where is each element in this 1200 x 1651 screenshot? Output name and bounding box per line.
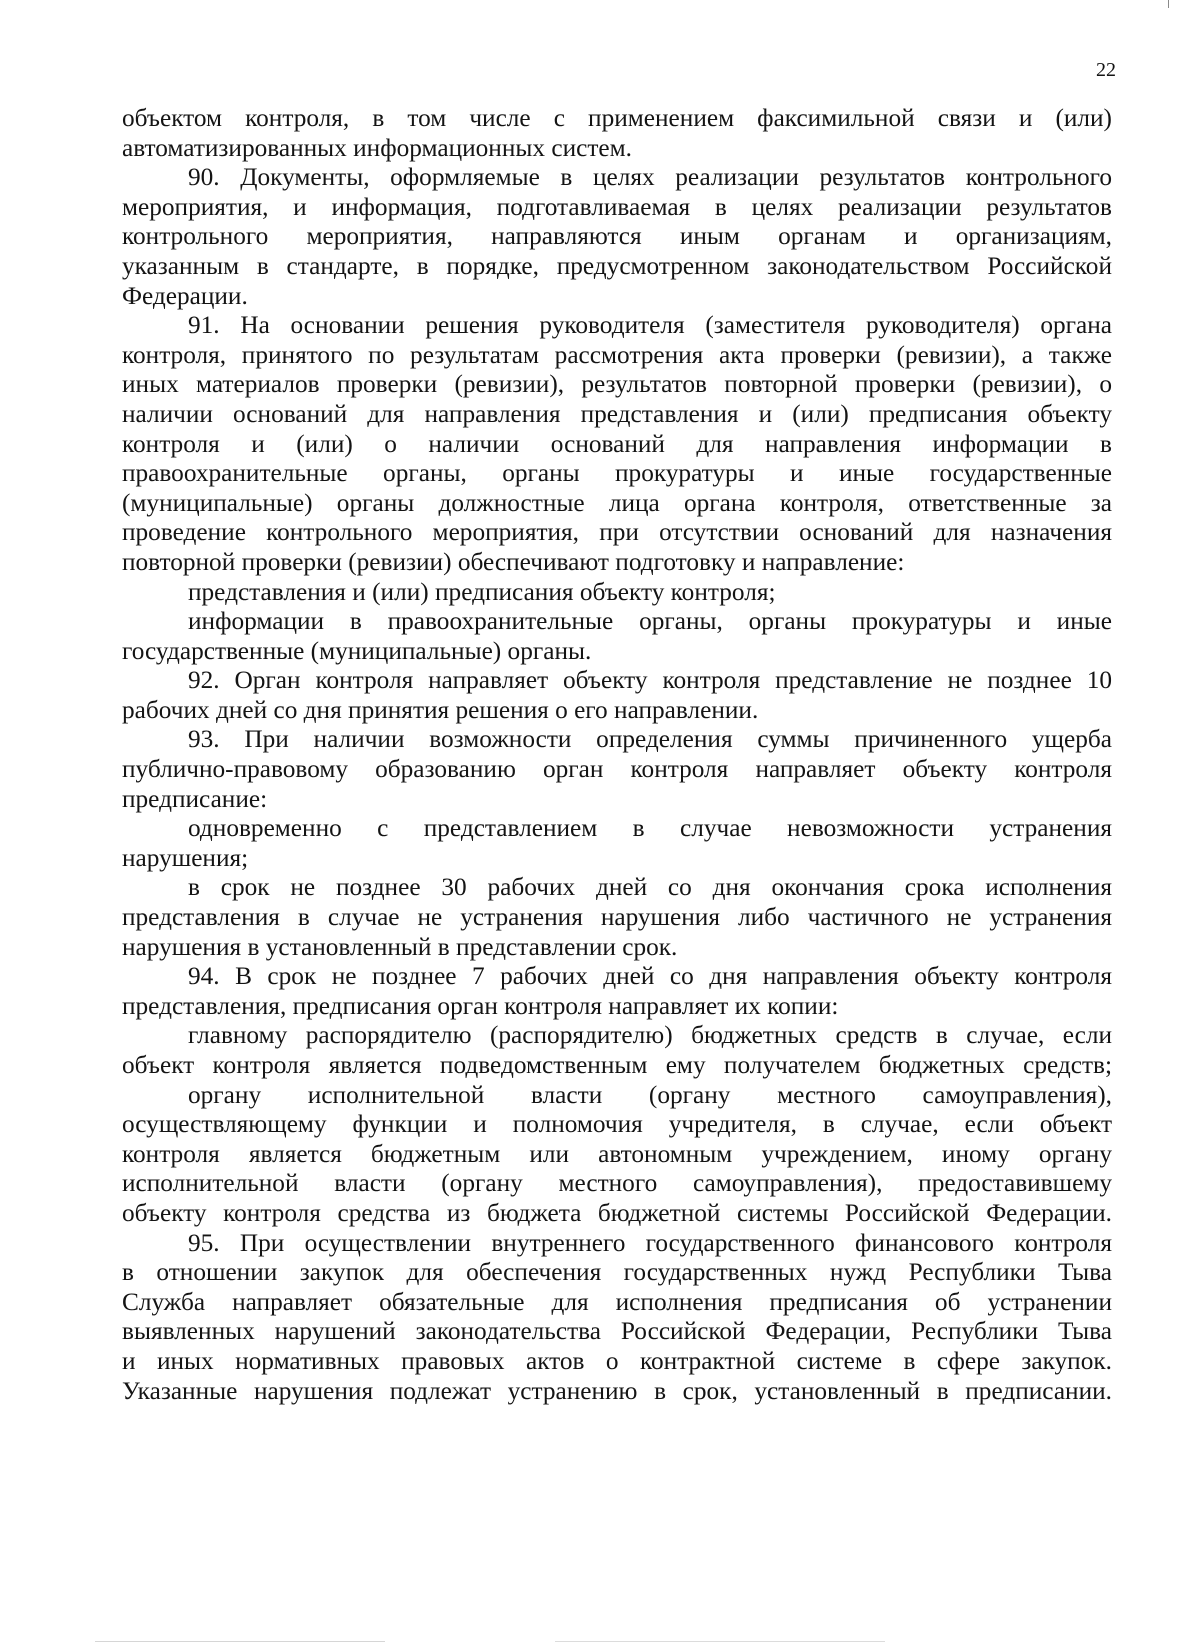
text-line: представления и (или) предписания объекту контроля; — [188, 577, 776, 606]
text-line: рабочих дней со дня принятия решения о его направлении. — [122, 695, 759, 724]
text-line: осуществляющему функции и полномочия учредителя, в случае, если объект — [122, 1110, 1112, 1139]
text-line: указанным в стандарте, в порядке, предусмотренном законодательством Российской — [122, 251, 1112, 280]
text-line: контроля и (или) о наличии оснований для направления информации в — [122, 429, 1112, 458]
text-line: Указанные нарушения подлежат устранению в срок, установленный в предписании. — [122, 1376, 1112, 1405]
text-line: объектом контроля, в том числе с применением факсимильной связи и (или) — [122, 104, 1112, 132]
text-line: публично-правовому образованию орган контроля направляет объекту контроля — [122, 755, 1112, 784]
text-line: контрольного мероприятия, направляются иным органам и организациям, — [122, 222, 1112, 251]
scan-artifact-top-right — [1168, 0, 1169, 8]
text-line: контроля является бюджетным или автономным учреждением, иному органу — [122, 1139, 1112, 1168]
text-line: 90. Документы, оформляемые в целях реализации результатов контрольного — [188, 163, 1112, 192]
text-line: наличии оснований для направления представления и (или) предписания объекту — [122, 399, 1112, 428]
text-line: иных материалов проверки (ревизии), результатов повторной проверки (ревизии), о — [122, 370, 1112, 399]
text-line: нарушения в установленный в представлении срок. — [122, 932, 678, 961]
text-line: (муниципальные) органы должностные лица органа контроля, ответственные за — [122, 488, 1112, 517]
text-line: информации в правоохранительные органы, органы прокуратуры и иные — [188, 607, 1112, 636]
text-line: представления, предписания орган контроля направляет их копии: — [122, 991, 839, 1020]
text-line: предписание: — [122, 784, 268, 813]
text-line: правоохранительные органы, органы прокуратуры и иные государственные — [122, 459, 1112, 488]
text-line: выявленных нарушений законодательства Российской Федерации, Республики Тыва — [122, 1317, 1112, 1346]
text-line: контроля, принятого по результатам рассмотрения акта проверки (ревизии), а также — [122, 340, 1112, 369]
text-line: Служба направляет обязательные для исполнения предписания об устранении — [122, 1287, 1112, 1316]
text-line: органу исполнительной власти (органу местного самоуправления), — [188, 1080, 1112, 1109]
text-line: главному распорядителю (распорядителю) бюджетных средств в случае, если — [188, 1021, 1112, 1050]
text-line: 91. На основании решения руководителя (заместителя руководителя) органа — [188, 311, 1112, 340]
text-line: мероприятия, и информация, подготавливаемая в целях реализации результатов — [122, 192, 1112, 221]
text-line: объект контроля является подведомственным ему получателем бюджетных средств; — [122, 1051, 1112, 1079]
text-line: проведение контрольного мероприятия, при отсутствии оснований для назначения — [122, 518, 1112, 547]
text-line: и иных нормативных правовых актов о контрактной системе в сфере закупок. — [122, 1346, 1112, 1375]
text-line: автоматизированных информационных систем. — [122, 133, 632, 162]
text-line: 94. В срок не позднее 7 рабочих дней со дня направления объекту контроля — [188, 962, 1112, 991]
text-line: 95. При осуществлении внутреннего государственного финансового контроля — [188, 1228, 1112, 1257]
scan-artifact-bottom-left — [95, 1641, 385, 1642]
text-line: представления в случае не устранения нарушения либо частичного не устранения — [122, 903, 1112, 932]
text-line: нарушения; — [122, 843, 249, 872]
text-line: в срок не позднее 30 рабочих дней со дня окончания срока исполнения — [188, 873, 1112, 902]
text-line: в отношении закупок для обеспечения государственных нужд Республики Тыва — [122, 1258, 1112, 1287]
text-line: 92. Орган контроля направляет объекту контроля представление не позднее 10 — [188, 666, 1112, 695]
scan-artifact-bottom-right — [555, 1641, 885, 1642]
text-line: исполнительной власти (органу местного самоуправления), предоставившему — [122, 1169, 1112, 1198]
text-line: 93. При наличии возможности определения суммы причиненного ущерба — [188, 725, 1112, 754]
text-line: объекту контроля средства из бюджета бюджетной системы Российской Федерации. — [122, 1198, 1112, 1227]
text-line: повторной проверки (ревизии) обеспечивают подготовку и направление: — [122, 547, 905, 576]
page-number: 22 — [1096, 59, 1116, 81]
text-line: одновременно с представлением в случае невозможности устранения — [188, 814, 1112, 843]
text-line: Федерации. — [122, 281, 248, 310]
text-line: государственные (муниципальные) органы. — [122, 636, 592, 665]
document-body — [122, 104, 1112, 1406]
